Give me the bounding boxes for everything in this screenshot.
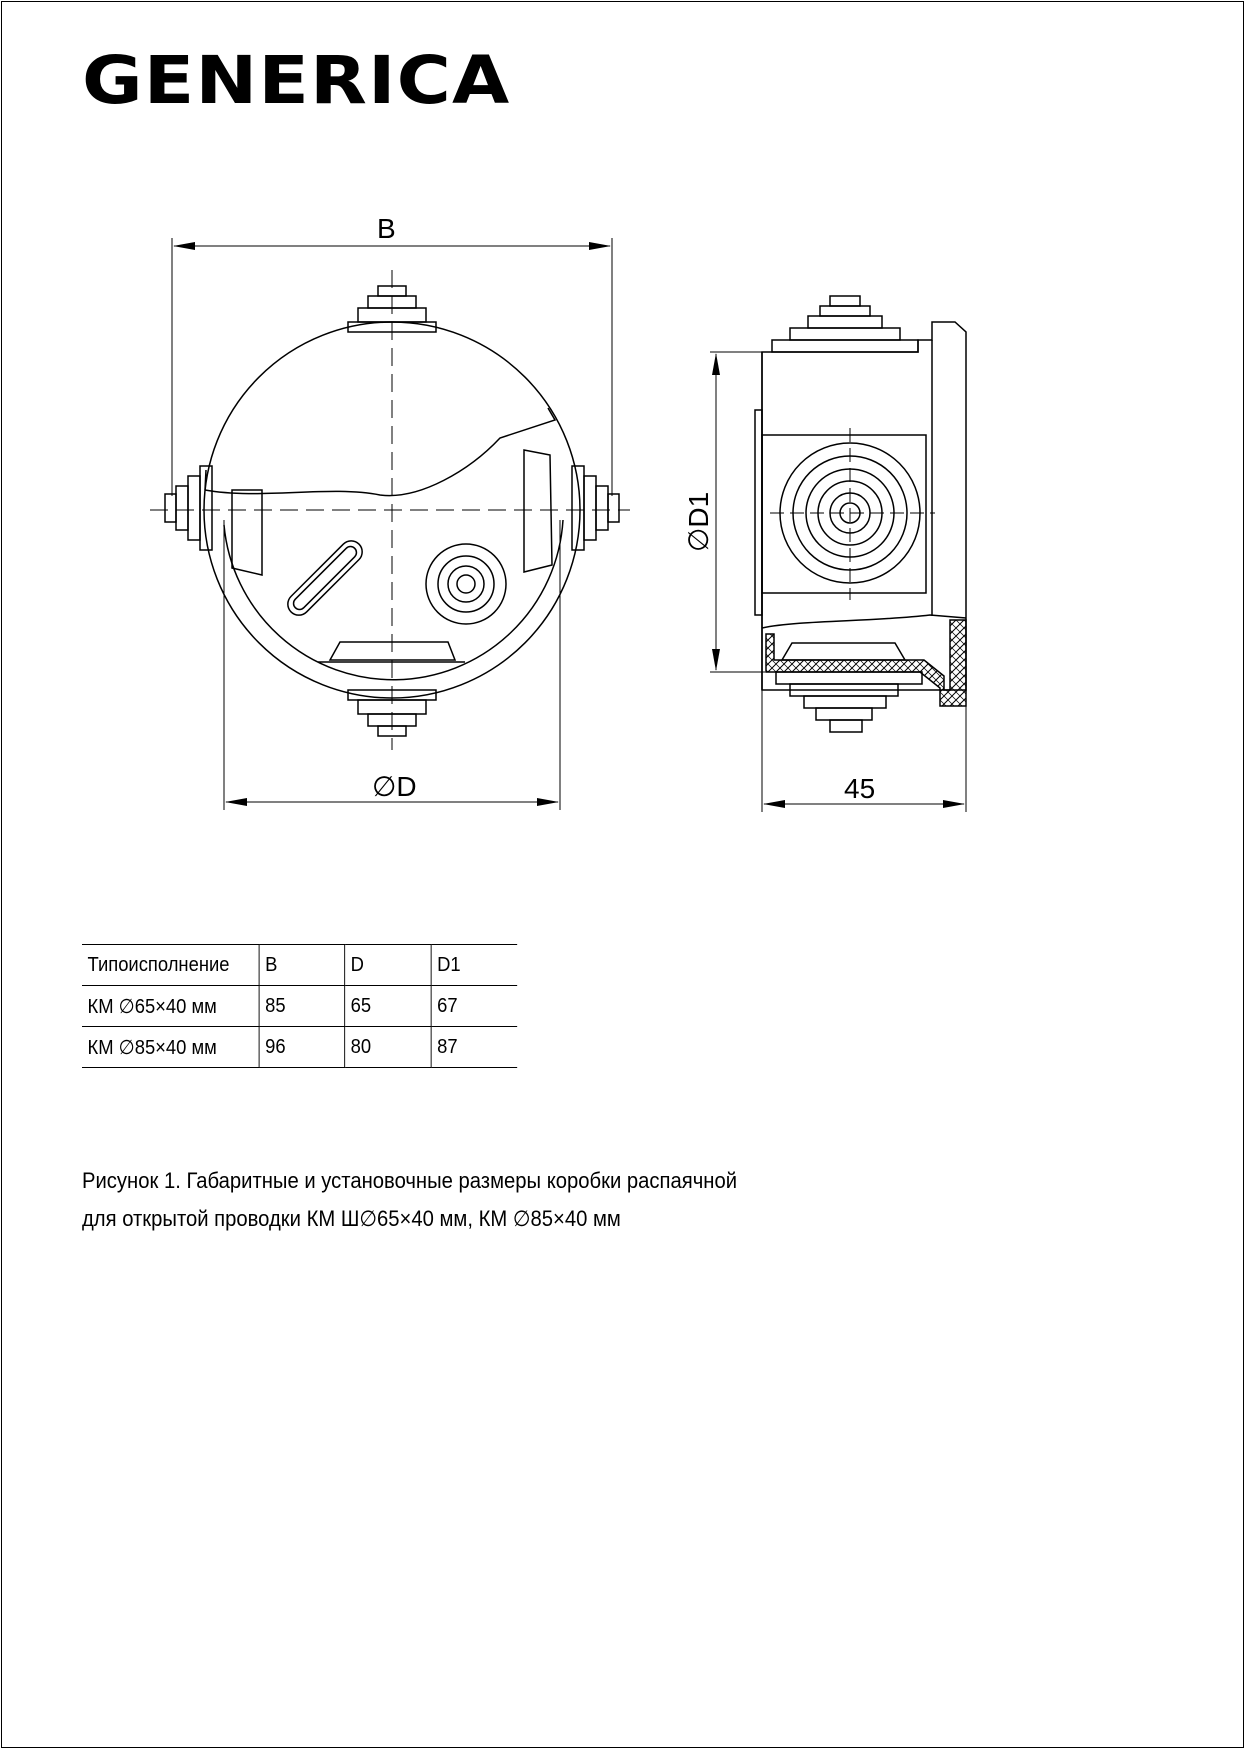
table-header-cell: B <box>259 945 345 986</box>
table-cell: 67 <box>431 986 517 1027</box>
table-header-cell: D1 <box>431 945 517 986</box>
brand-logo: GENERICA <box>82 42 511 119</box>
table-cell: 85 <box>259 986 345 1027</box>
table-row <box>82 1027 517 1068</box>
caption-line-2: для открытой проводки КМ Ш∅65×40 мм, КМ ∅85×40 мм <box>82 1206 621 1231</box>
table-cell: КМ ∅65×40 мм <box>82 986 259 1027</box>
round-entry <box>426 544 506 624</box>
inner-seat-left <box>232 490 262 575</box>
table-cell: 96 <box>259 1027 345 1068</box>
table-cell: 65 <box>345 986 431 1027</box>
table-row <box>82 986 517 1027</box>
side-gland-top <box>772 296 918 352</box>
inner-seat-right <box>524 450 552 572</box>
table-cell: 80 <box>345 1027 431 1068</box>
side-cut-line <box>762 615 966 628</box>
side-flange <box>755 410 762 615</box>
label-d1: ∅D1 <box>683 491 714 552</box>
side-wall-section <box>766 620 966 706</box>
box-inner-rim <box>224 520 563 680</box>
side-view <box>710 296 966 812</box>
table-header-row <box>82 945 517 986</box>
front-view <box>150 238 630 810</box>
figure-caption <box>82 1162 737 1238</box>
lid-edge <box>205 470 206 490</box>
label-d: ∅D <box>372 771 417 802</box>
table-cell: 87 <box>431 1027 517 1068</box>
side-body-outline <box>762 322 966 690</box>
table-cell: КМ ∅85×40 мм <box>82 1027 259 1068</box>
table-header-cell: D <box>345 945 431 986</box>
label-depth: 45 <box>844 773 876 804</box>
dimensions-table <box>82 944 517 1068</box>
table-header-cell: Типоисполнение <box>82 945 259 986</box>
lid-cut-line <box>205 408 555 496</box>
side-inner-seat <box>782 643 905 660</box>
label-b: B <box>377 213 396 244</box>
caption-line-1: Рисунок 1. Габаритные и установочные размеры коробки распаячной <box>82 1168 738 1193</box>
side-gland-bottom <box>776 672 922 732</box>
slot-hole <box>283 536 366 619</box>
